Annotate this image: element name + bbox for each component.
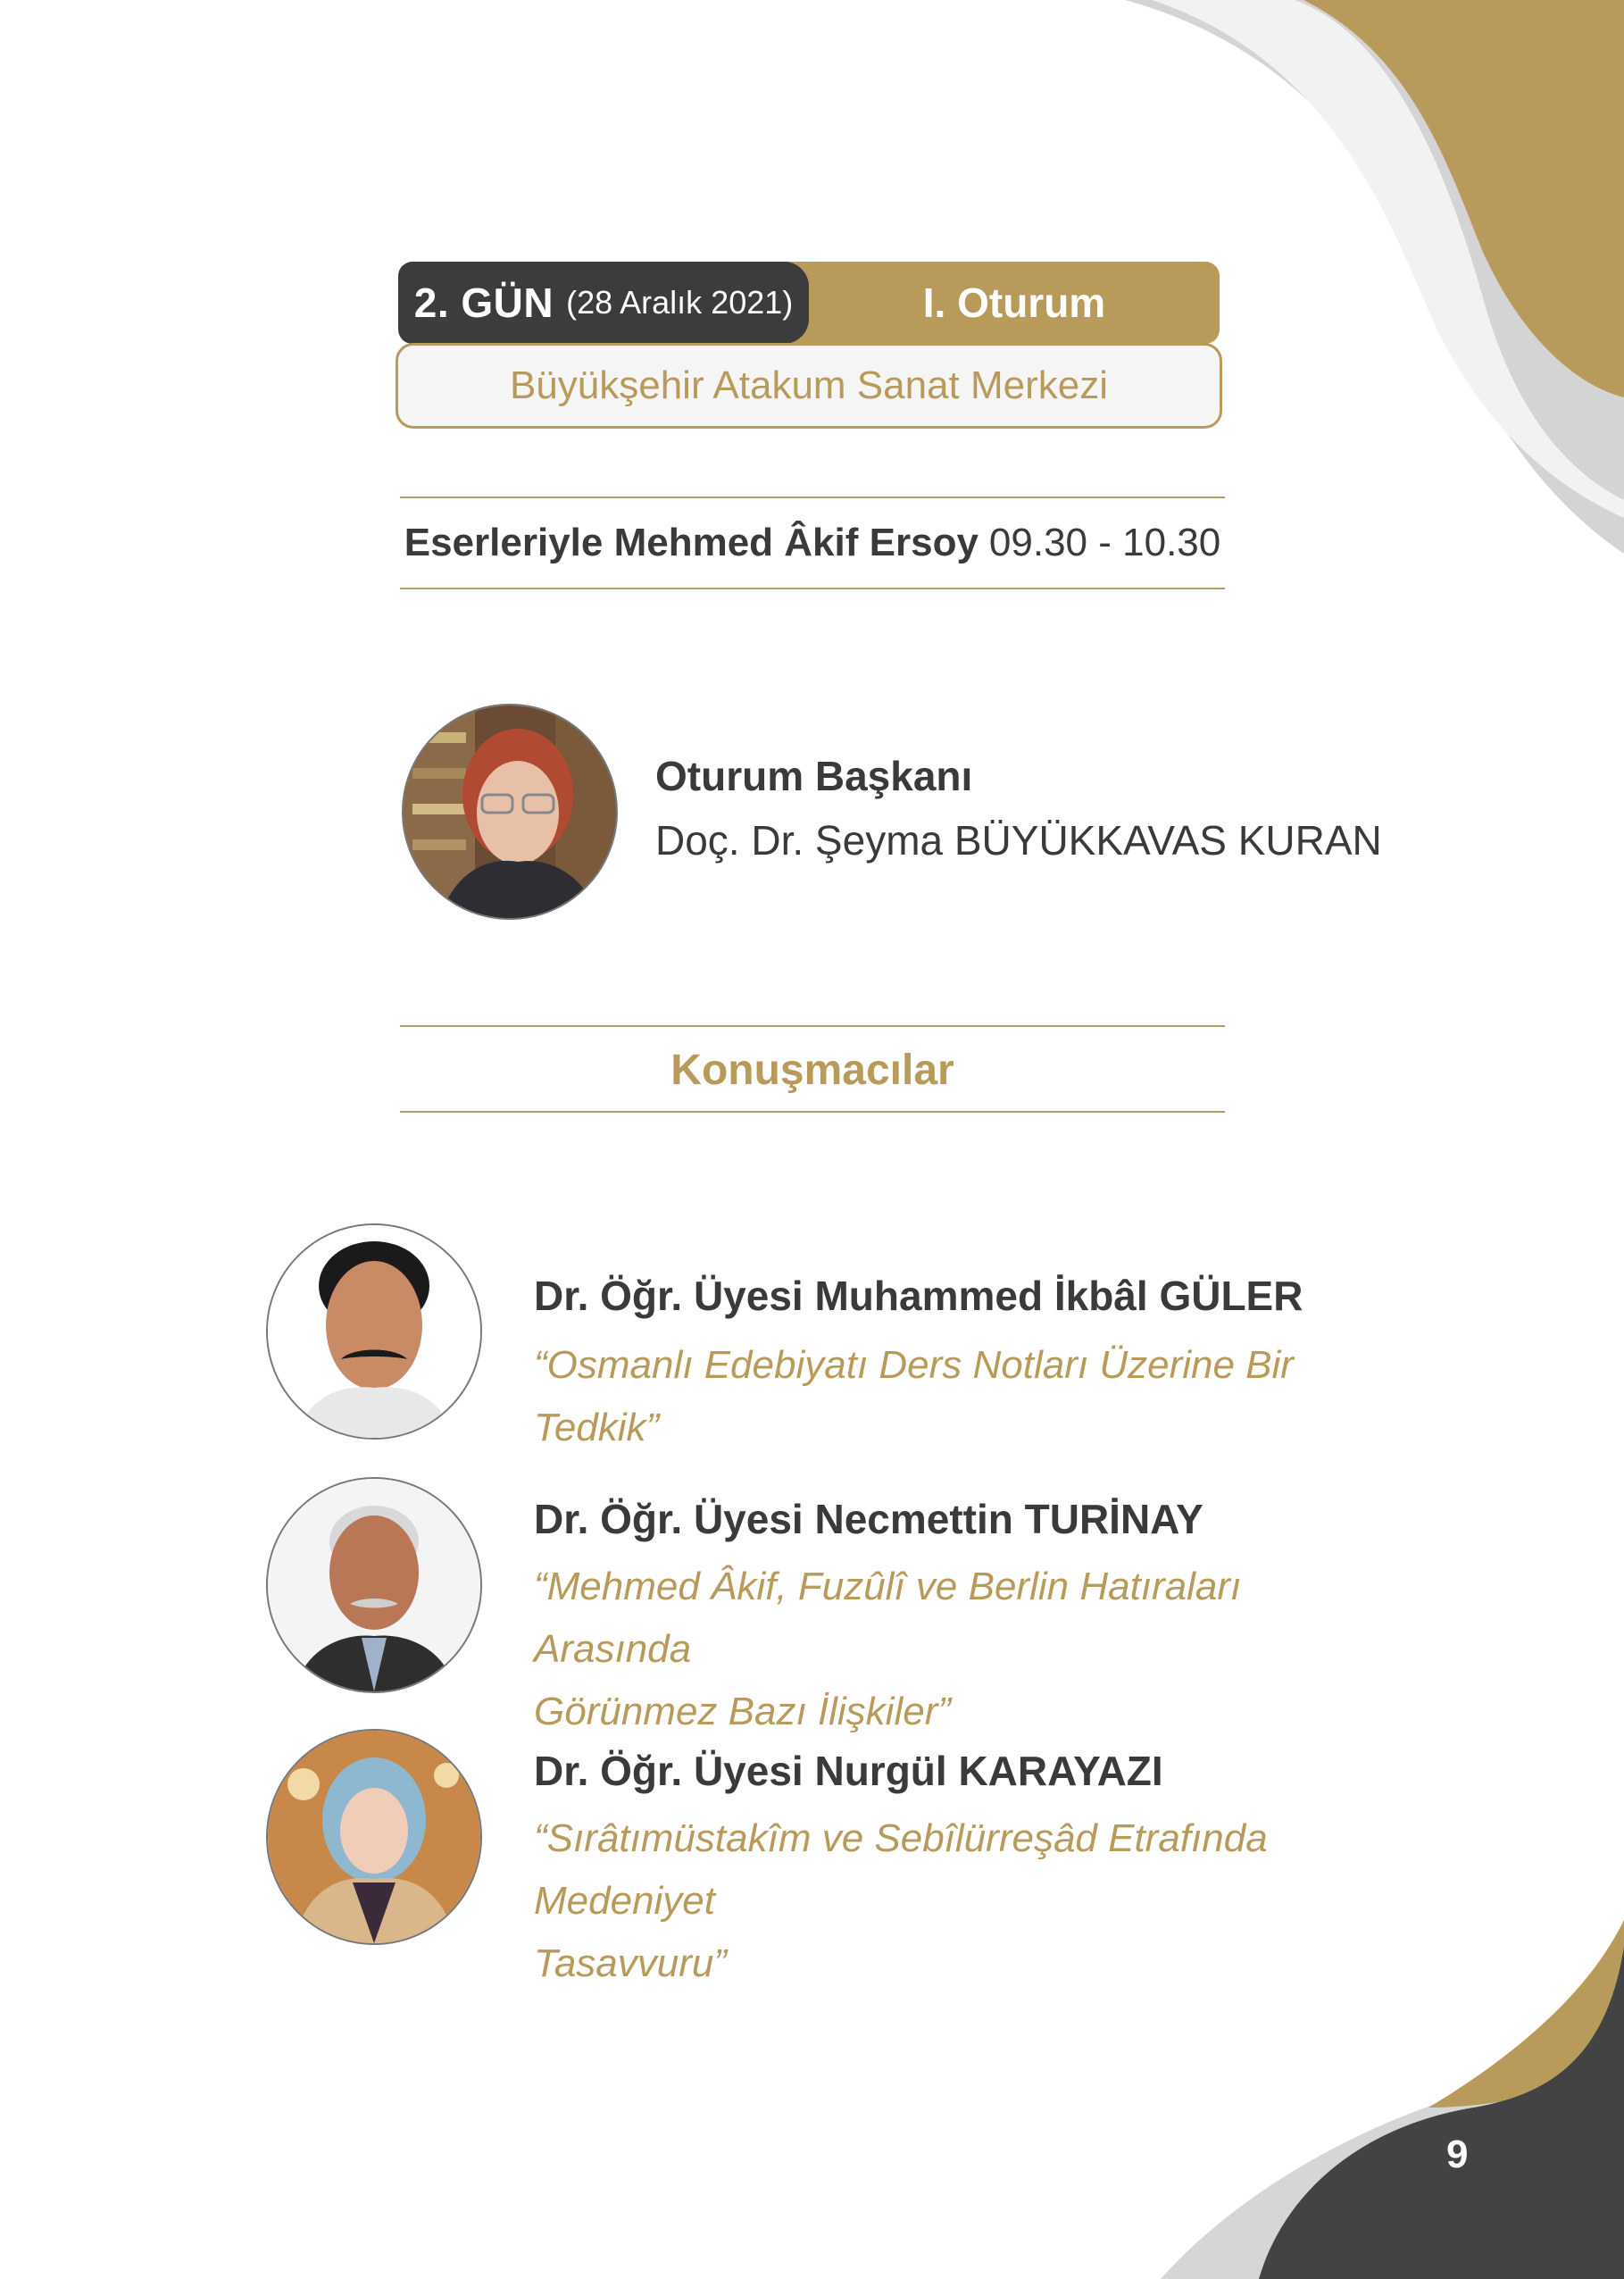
divider [400, 588, 1225, 589]
speaker-talk [534, 1334, 1391, 1459]
chair-name: Doç. Dr. Şeyma BÜYÜKKAVAS KURAN [655, 817, 1382, 864]
speaker-talk-line: “Sırâtımüstakîm ve Sebîlürreşâd Etrafında Medeniyet [534, 1816, 1268, 1923]
chair-avatar [402, 704, 618, 920]
speaker-photo [268, 1225, 480, 1438]
speaker-name: Dr. Öğr. Üyesi Necmettin TURİNAY [534, 1496, 1203, 1542]
day-date: (28 Aralık 2021) [566, 284, 794, 321]
speaker-photo [268, 1731, 480, 1943]
day-badge [398, 262, 809, 344]
speaker-avatar [266, 1729, 482, 1945]
speaker-talk-line: “Mehmed Âkif, Fuzûlî ve Berlin Hatıraları Arasında [534, 1565, 1242, 1671]
venue-label: Büyükşehir Atakum Sanat Merkezi [509, 363, 1109, 407]
session-label: I. Oturum [922, 280, 1106, 326]
speaker-talk [534, 1807, 1391, 1995]
speaker-talk-line: Görünmez Bazı İlişkiler” [534, 1690, 952, 1733]
venue-box [396, 343, 1222, 429]
speaker-talk [534, 1556, 1391, 1743]
day-header [398, 262, 1220, 344]
speaker-name: Dr. Öğr. Üyesi Muhammed İkbâl GÜLER [534, 1273, 1303, 1319]
session-title-text: Eserleriyle Mehmed Âkif Ersoy [404, 521, 979, 564]
speakers-heading: Konuşmacılar [670, 1046, 954, 1094]
chair-photo [404, 705, 616, 918]
speaker-name: Dr. Öğr. Üyesi Nurgül KARAYAZI [534, 1748, 1163, 1794]
speaker-talk-line: “Osmanlı Edebiyatı Ders Notları Üzerine Bir Tedkik” [534, 1343, 1294, 1449]
speaker-avatar [266, 1223, 482, 1440]
speaker-avatar [266, 1477, 482, 1693]
page-number: 9 [1446, 2133, 1469, 2176]
divider [400, 1111, 1225, 1113]
speaker-photo [268, 1479, 480, 1691]
session-title [400, 498, 1225, 588]
chair-role: Oturum Başkanı [655, 753, 973, 799]
session-time: 09.30 - 10.30 [988, 521, 1221, 564]
speaker-talk-line: Tasavvuru” [534, 1941, 728, 1985]
day-label: 2. GÜN [413, 280, 554, 326]
